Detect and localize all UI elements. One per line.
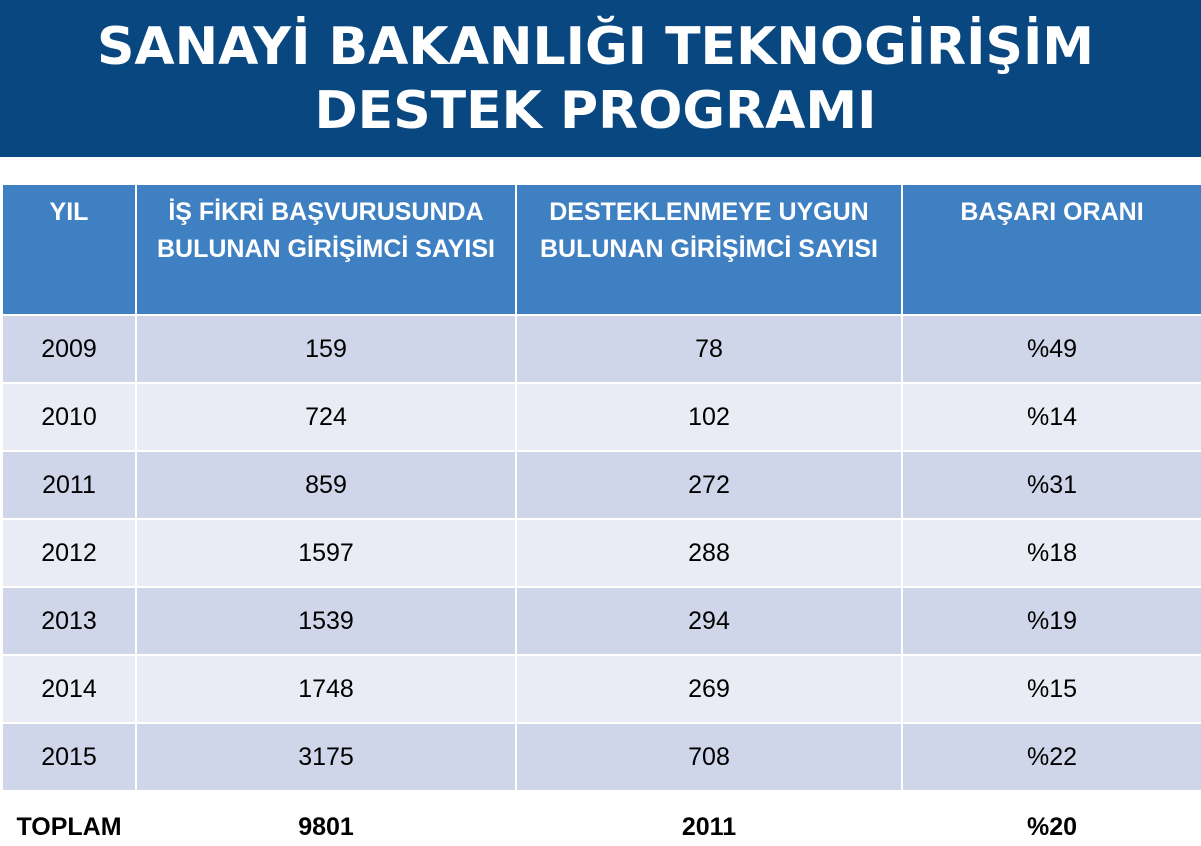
cell-eligible: 294: [516, 587, 902, 655]
cell-rate: %49: [902, 315, 1201, 383]
cell-year: 2009: [2, 315, 136, 383]
cell-applied: 724: [136, 383, 516, 451]
cell-applied: 859: [136, 451, 516, 519]
cell-year: 2012: [2, 519, 136, 587]
slide-title-line-2: DESTEK PROGRAMI: [314, 80, 877, 141]
total-applied: 9801: [136, 791, 516, 846]
table-header-row: [2, 184, 1201, 315]
cell-year: 2011: [2, 451, 136, 519]
cell-eligible: 78: [516, 315, 902, 383]
cell-year: 2013: [2, 587, 136, 655]
table-row: [2, 451, 1201, 519]
slide-title-line-1: SANAYİ BAKANLIĞI TEKNOGİRİŞİM: [96, 16, 1095, 77]
cell-year: 2015: [2, 723, 136, 791]
cell-applied: 3175: [136, 723, 516, 791]
cell-applied: 1597: [136, 519, 516, 587]
cell-rate: %19: [902, 587, 1201, 655]
table-row: [2, 723, 1201, 791]
cell-rate: %15: [902, 655, 1201, 723]
cell-eligible: 288: [516, 519, 902, 587]
title-bar: [0, 0, 1201, 157]
cell-applied: 159: [136, 315, 516, 383]
total-label: TOPLAM: [2, 791, 136, 846]
cell-rate: %22: [902, 723, 1201, 791]
total-eligible: 2011: [516, 791, 902, 846]
table-row: [2, 383, 1201, 451]
header-applied-count: İŞ FİKRİ BAŞVURUSUNDA BULUNAN GİRİŞİMCİ SAYISI: [136, 184, 516, 315]
program-statistics-table: [1, 183, 1201, 846]
table-total-row: [2, 791, 1201, 846]
slide-title: [97, 15, 1094, 143]
cell-rate: %14: [902, 383, 1201, 451]
header-eligible-count: DESTEKLENMEYE UYGUN BULUNAN GİRİŞİMCİ SAYISI: [516, 184, 902, 315]
table-row: [2, 587, 1201, 655]
table-row: [2, 655, 1201, 723]
cell-applied: 1539: [136, 587, 516, 655]
cell-eligible: 102: [516, 383, 902, 451]
total-rate: %20: [902, 791, 1201, 846]
table-row: [2, 315, 1201, 383]
cell-year: 2014: [2, 655, 136, 723]
cell-year: 2010: [2, 383, 136, 451]
header-year: YIL: [2, 184, 136, 315]
cell-rate: %31: [902, 451, 1201, 519]
cell-eligible: 272: [516, 451, 902, 519]
cell-rate: %18: [902, 519, 1201, 587]
cell-eligible: 708: [516, 723, 902, 791]
table-row: [2, 519, 1201, 587]
cell-eligible: 269: [516, 655, 902, 723]
cell-applied: 1748: [136, 655, 516, 723]
header-success-rate: BAŞARI ORANI: [902, 184, 1201, 315]
